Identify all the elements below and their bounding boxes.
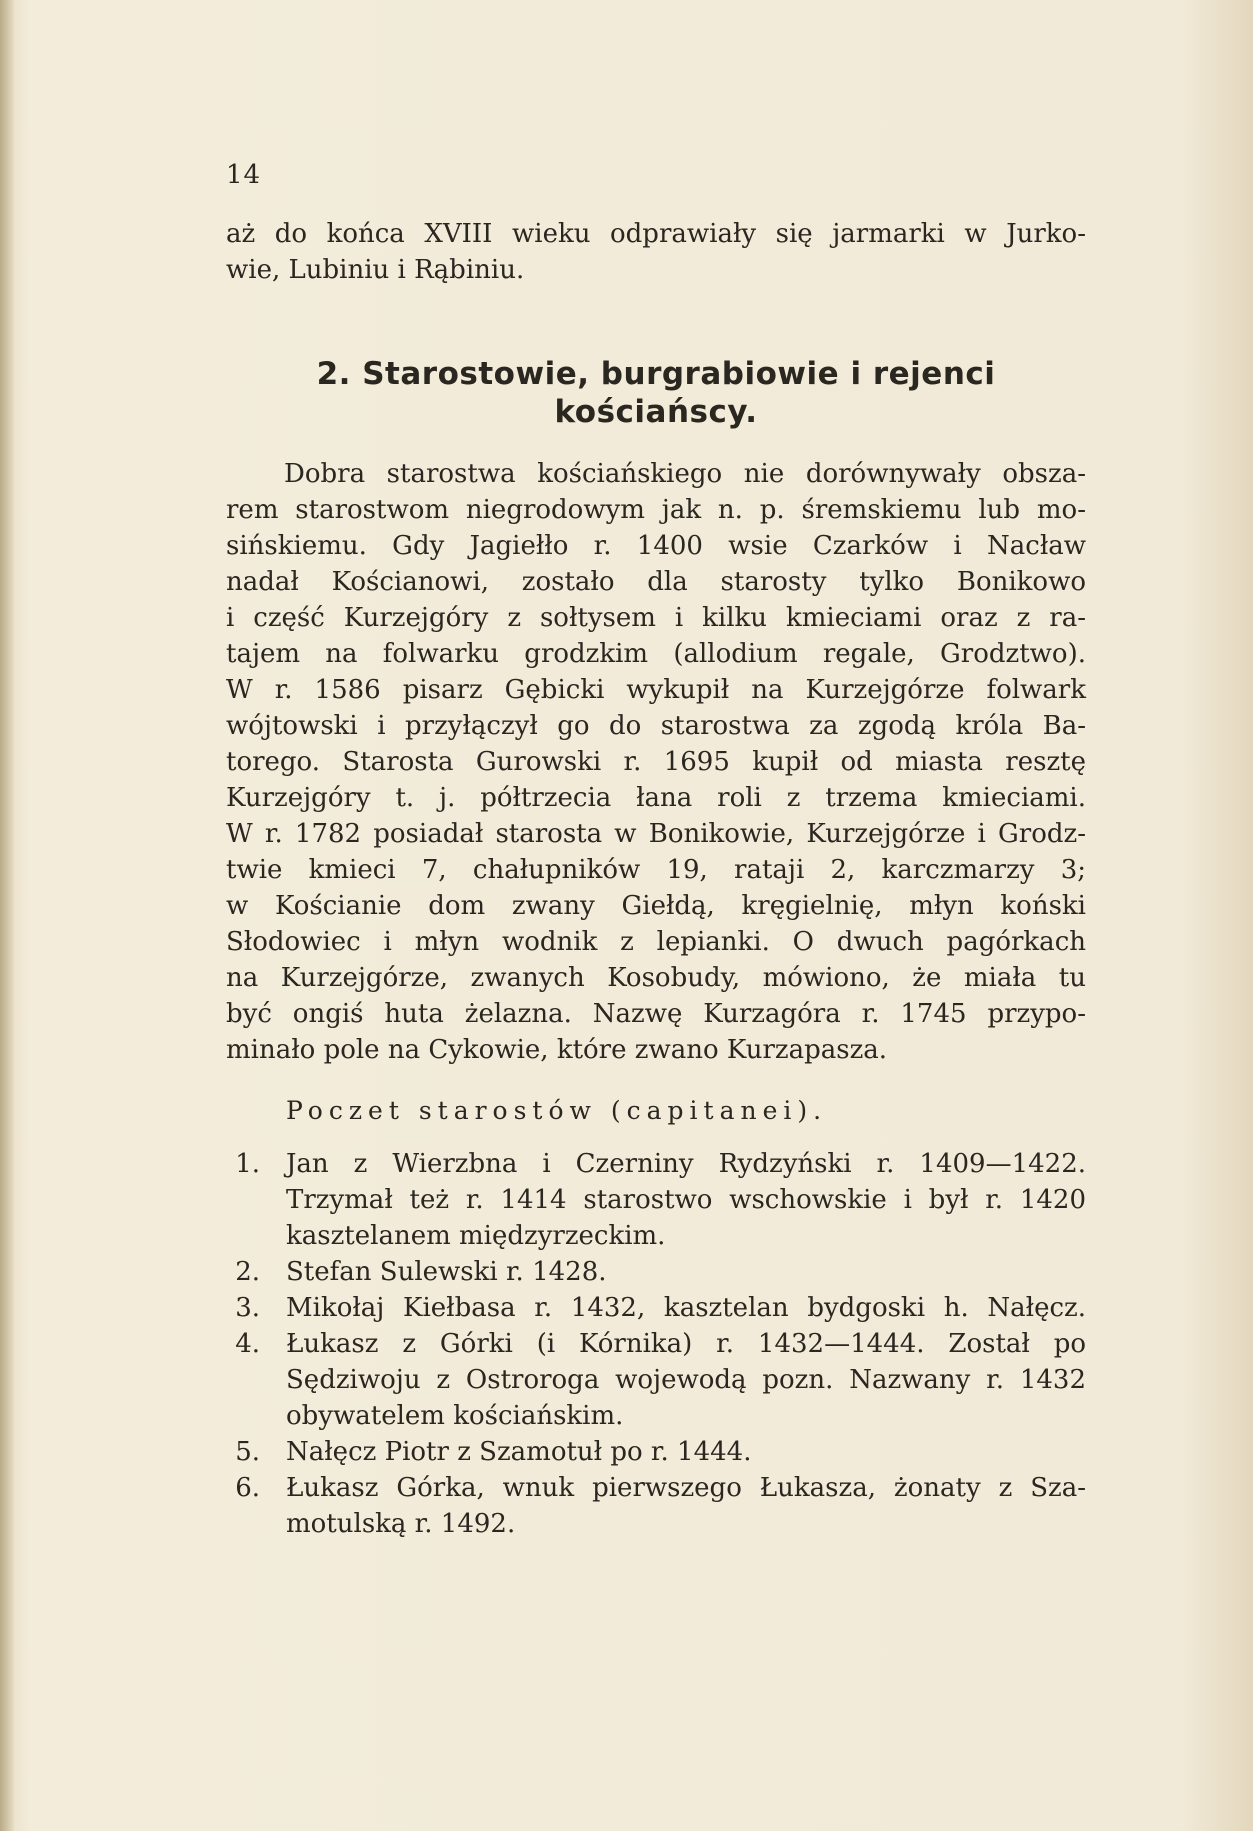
list-title: Poczet starostów (capitanei).	[286, 1096, 828, 1125]
list-item	[226, 1254, 1086, 1290]
paragraph-line: minało pole na Cykowie, które zwano Kurzapasza.	[226, 1035, 888, 1065]
list-item-line: Jan z Wierzbna i Czerniny Rydzyński r. 1409—1422.	[286, 1149, 1086, 1179]
intro-line: aż do końca XVIII wieku odprawiały się jarmarki w Jurko-	[226, 219, 1086, 249]
list-item	[226, 1146, 1086, 1254]
paragraph-line: tajem na folwarku grodzkim (allodium regale, Grodztwo).	[226, 639, 1086, 669]
list-item-line: Trzymał też r. 1414 starostwo wschowskie i był r. 1420	[286, 1185, 1086, 1215]
paragraph-line: Słodowiec i młyn wodnik z lepianki. O dwuch pagórkach	[226, 927, 1086, 957]
starosts-list	[226, 1146, 1086, 1542]
paragraph-line: i część Kurzejgóry z sołtysem i kilku kmieciami oraz z ra-	[226, 603, 1086, 633]
paragraph-line: rem starostwom niegrodowym jak n. p. śremskiemu lub mo-	[226, 495, 1086, 525]
paragraph-line: twie kmieci 7, chałupników 19, rataji 2, karczmarzy 3;	[226, 855, 1086, 885]
paragraph-line: w Kościanie dom zwany Giełdą, kręgielnię, młyn koński	[226, 891, 1086, 921]
page-number: 14	[226, 160, 262, 190]
list-item-line: Łukasz z Górki (i Kórnika) r. 1432—1444. Został po	[286, 1329, 1086, 1359]
page-edge	[0, 0, 14, 1831]
list-item-number: 4.	[235, 1329, 260, 1359]
paragraph-line: torego. Starosta Gurowski r. 1695 kupił od miasta resztę	[226, 747, 1086, 777]
intro-paragraph	[226, 216, 1086, 288]
paragraph-line: Kurzejgóry t. j. półtrzecia łana roli z trzema kmieciami.	[226, 783, 1086, 813]
paragraph-line: wójtowski i przyłączył go do starostwa za zgodą króla Ba-	[226, 711, 1086, 741]
paragraph-line: nadał Kościanowi, zostało dla starosty tylko Bonikowo	[226, 567, 1086, 597]
list-item-line: Mikołaj Kiełbasa r. 1432, kasztelan bydgoski h. Nałęcz.	[286, 1293, 1086, 1323]
list-item	[226, 1470, 1086, 1542]
paragraph-line: W r. 1586 pisarz Gębicki wykupił na Kurzejgórze folwark	[226, 675, 1086, 705]
list-item	[226, 1290, 1086, 1326]
main-paragraph	[226, 456, 1086, 1068]
list-item-number: 3.	[235, 1293, 260, 1323]
paragraph-line: sińskiemu. Gdy Jagiełło r. 1400 wsie Czarków i Nacław	[226, 531, 1086, 561]
list-item-number: 1.	[235, 1149, 260, 1179]
list-item-line: motulską r. 1492.	[286, 1509, 516, 1539]
list-item-number: 6.	[235, 1473, 260, 1503]
section-heading	[226, 355, 1086, 431]
list-item-number: 2.	[235, 1257, 260, 1287]
list-item	[226, 1326, 1086, 1434]
list-item-line: Łukasz Górka, wnuk pierwszego Łukasza, żonaty z Sza-	[286, 1473, 1086, 1503]
list-item-number: 5.	[235, 1437, 260, 1467]
list-item-line: obywatelem kościańskim.	[286, 1401, 624, 1431]
list-item-line: kasztelanem międzyrzeckim.	[286, 1221, 666, 1251]
paragraph-line: być ongiś huta żelazna. Nazwę Kurzagóra r. 1745 przypo-	[226, 999, 1086, 1029]
paragraph-line: Dobra starostwa kościańskiego nie dorównywały obsza-	[284, 459, 1086, 489]
paragraph-line: W r. 1782 posiadał starosta w Bonikowie, Kurzejgórze i Grodz-	[226, 819, 1086, 849]
paragraph-line: na Kurzejgórze, zwanych Kosobudy, mówiono, że miała tu	[226, 963, 1086, 993]
section-heading-line: 2. Starostowie, burgrabiowie i rejenci	[316, 356, 996, 392]
section-heading-line: kościańscy.	[554, 394, 758, 430]
list-item-line: Sędziwoju z Ostroroga wojewodą pozn. Nazwany r. 1432	[286, 1365, 1086, 1395]
intro-line: wie, Lubiniu i Rąbiniu.	[226, 255, 525, 285]
list-item	[226, 1434, 1086, 1470]
list-item-line: Nałęcz Piotr z Szamotuł po r. 1444.	[286, 1437, 752, 1467]
list-item-line: Stefan Sulewski r. 1428.	[286, 1257, 607, 1287]
